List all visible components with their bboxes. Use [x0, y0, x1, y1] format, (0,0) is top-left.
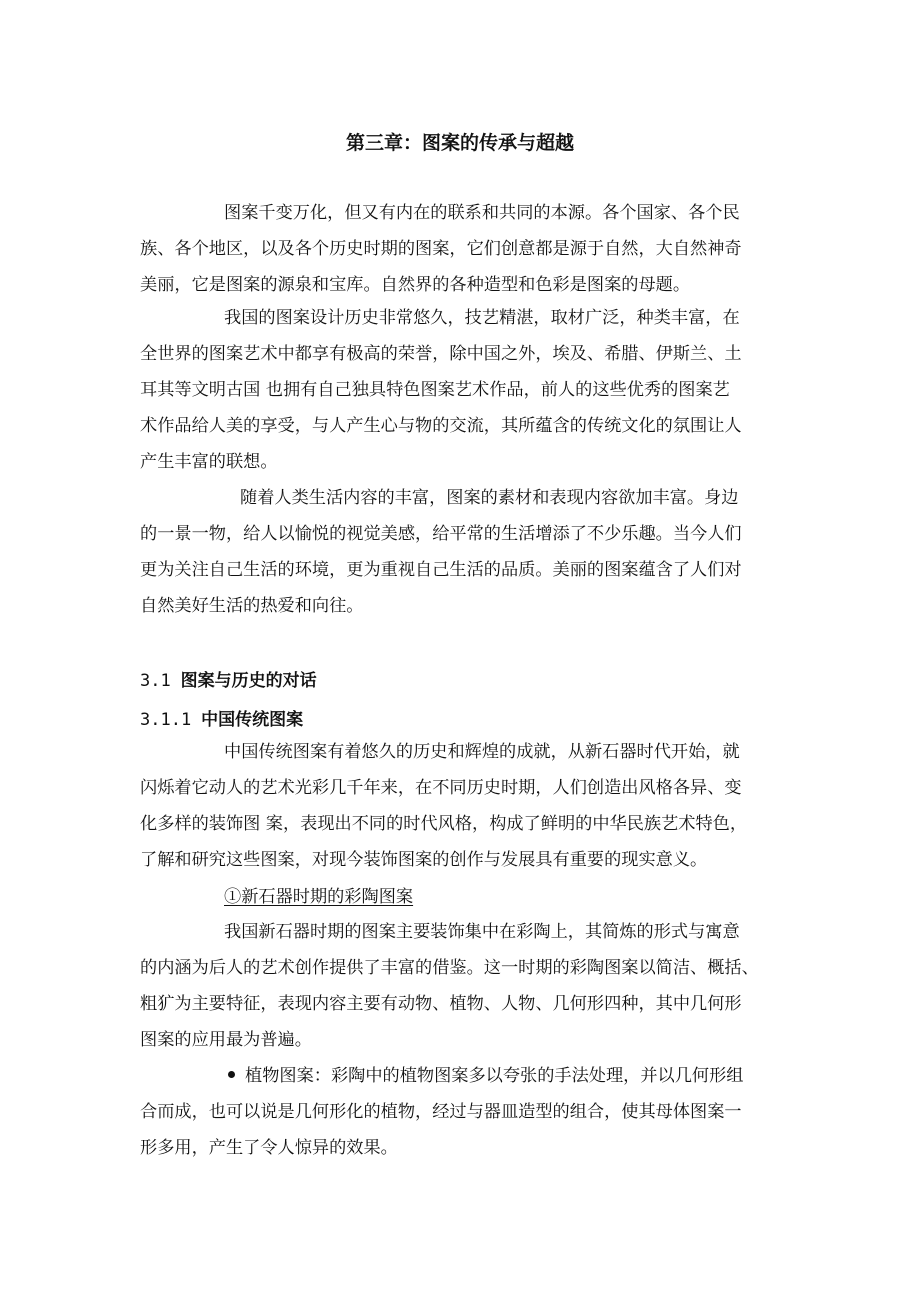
- subsection-paragraph: [140, 734, 780, 878]
- text-line: 我国新石器时期的图案主要装饰集中在彩陶上，其简炼的形式与寓意: [224, 922, 740, 942]
- text-line: 美丽，它是图案的源泉和宝库。自然界的各种造型和色彩是图案的母题。: [140, 275, 691, 295]
- text-line: 的内涵为后人的艺术创作提供了丰富的借鉴。这一时期的彩陶图案以简洁、概括、: [140, 958, 759, 978]
- text-line: 植物图案：彩陶中的植物图案多以夸张的手法处理，并以几何形组: [245, 1066, 744, 1086]
- intro-paragraph-1: [140, 195, 780, 303]
- text-line: 图案的应用最为普遍。: [140, 1030, 312, 1050]
- item-paragraph: [140, 914, 780, 1058]
- text-line: 术作品给人美的享受，与人产生心与物的交流，其所蕴含的传统文化的氛围让人: [140, 416, 742, 436]
- bullet-icon: [228, 1071, 235, 1078]
- bullet-first-line: [140, 1058, 780, 1094]
- text-line: 我国的图案设计历史非常悠久，技艺精湛，取材广泛，种类丰富，在: [224, 308, 740, 328]
- item-heading: ①新石器时期的彩陶图案: [224, 887, 414, 907]
- text-line: 耳其等文明古国 也拥有自己独具特色图案艺术作品，前人的这些优秀的图案艺: [140, 380, 730, 400]
- text-line: 合而成，也可以说是几何形化的植物，经过与器皿造型的组合，使其母体图案一: [140, 1102, 742, 1122]
- section-number: 3.1: [140, 671, 171, 691]
- text-line: 的一景一物，给人以愉悦的视觉美感，给平常的生活增添了不少乐趣。当今人们: [140, 524, 742, 544]
- text-line: 闪烁着它动人的艺术光彩几千年来，在不同历史时期，人们创造出风格各异、变: [140, 778, 742, 798]
- section-title: 图案与历史的对话: [180, 671, 317, 691]
- text-line: 化多样的装饰图 案，表现出不同的时代风格，构成了鲜明的中华民族艺术特色，: [140, 814, 748, 834]
- text-line: 粗犷为主要特征，表现内容主要有动物、植物、人物、几何形四种，其中几何形: [140, 994, 742, 1014]
- text-line: 图案千变万化，但又有内在的联系和共同的本源。各个国家、各个民: [224, 203, 740, 223]
- text-line: 产生丰富的联想。: [140, 452, 278, 472]
- subsection-title: 中国传统图案: [201, 710, 304, 730]
- text-line: 更为关注自己生活的环境，更为重视自己生活的品质。美丽的图案蕴含了人们对: [140, 560, 742, 580]
- bullet-paragraph: [140, 1058, 780, 1166]
- text-line: 全世界的图案艺术中都享有极高的荣誉，除中国之外，埃及、希腊、伊斯兰、土: [140, 344, 742, 364]
- chapter-title: 第三章：图案的传承与超越: [345, 132, 574, 154]
- text-line: 了解和研究这些图案，对现今装饰图案的创作与发展具有重要的现实意义。: [140, 850, 708, 870]
- text-line: 随着人类生活内容的丰富，图案的素材和表现内容欲加丰富。身边: [240, 488, 739, 508]
- text-line: 自然美好生活的热爱和向往。: [140, 596, 364, 616]
- intro-paragraph-3: [140, 480, 780, 624]
- text-line: 中国传统图案有着悠久的历史和辉煌的成就，从新石器时代开始，就: [224, 742, 740, 762]
- text-line: 族、各个地区，以及各个历史时期的图案，它们创意都是源于自然，大自然神奇: [140, 239, 742, 259]
- text-line: 形多用，产生了令人惊异的效果。: [140, 1138, 398, 1158]
- section-heading: [140, 666, 317, 691]
- subsection-number: 3.1.1: [140, 710, 192, 730]
- subsection-heading: [140, 705, 303, 730]
- intro-paragraph-2: [140, 300, 780, 480]
